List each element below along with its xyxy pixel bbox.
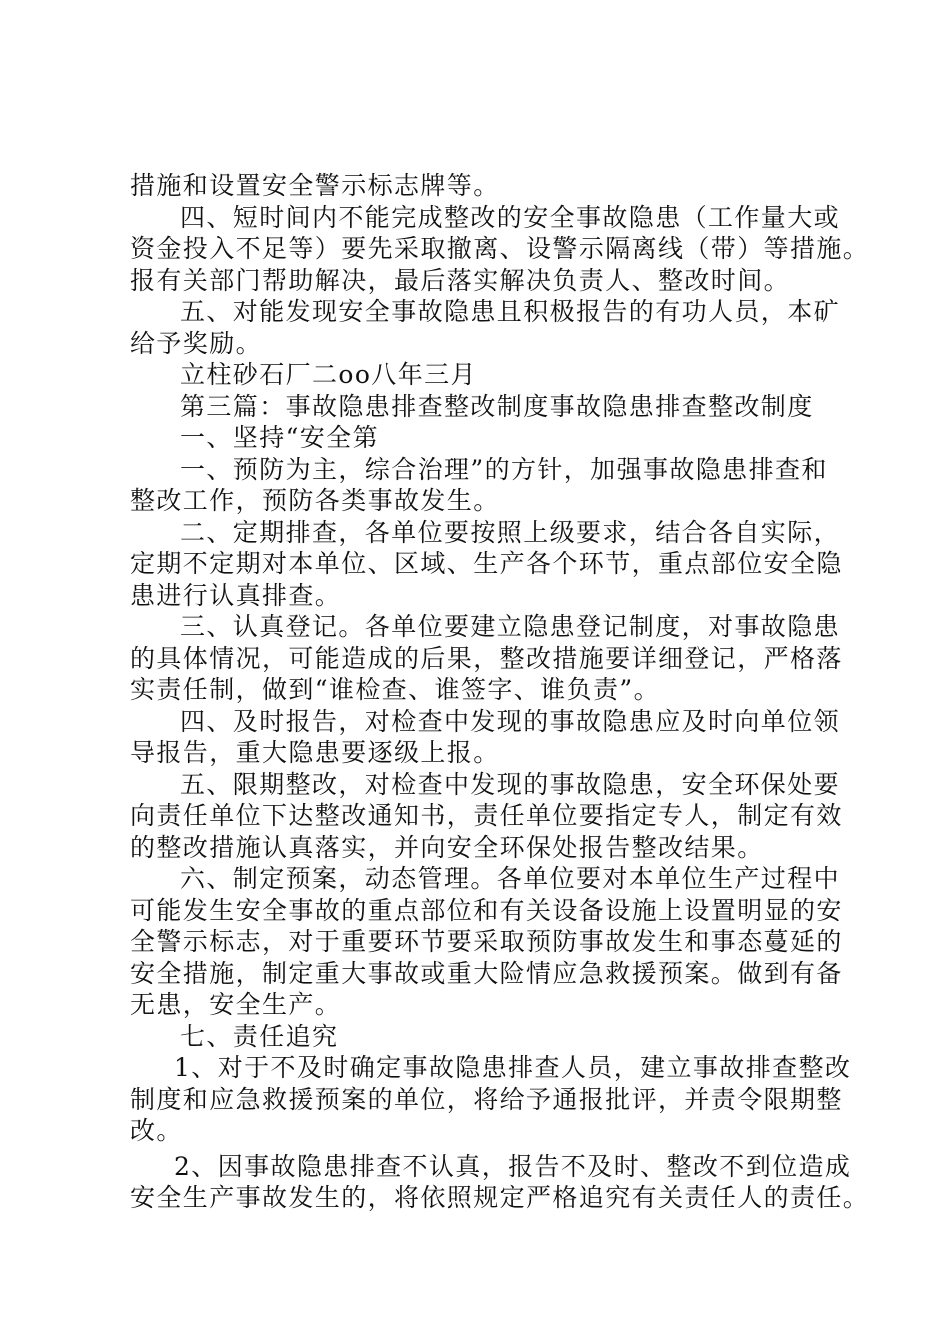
document-line: 定期不定期对本单位、区域、生产各个环节，重点部位安全隐 <box>130 549 843 578</box>
document-line: 立柱砂石厂二oo八年三月 <box>180 360 477 389</box>
document-line: 四、短时间内不能完成整改的安全事故隐患（工作量大或 <box>180 202 841 232</box>
document-line: 的整改措施认真落实，并向安全环保处报告整改结果。 <box>130 832 764 862</box>
document-line: 制度和应急救援预案的单位，将给予通报批评，并责令限期整 <box>130 1084 843 1114</box>
document-line: 六、制定预案，动态管理。各单位要对本单位生产过程中 <box>180 864 841 893</box>
document-line: 三、认真登记。各单位要建立隐患登记制度，对事故隐患 <box>180 612 841 641</box>
document-line: 实责任制，做到“谁检查、谁签字、谁负责”。 <box>130 675 660 704</box>
document-line: 2、因事故隐患排查不认真，报告不及时、整改不到位造成 <box>174 1151 852 1181</box>
document-body <box>130 170 870 1214</box>
document-line: 一、坚持“安全第 <box>180 423 379 452</box>
document-line: 二、定期排查，各单位要按照上级要求，结合各自实际， <box>180 517 841 547</box>
document-line: 无患，安全生产。 <box>130 990 342 1019</box>
document-line: 可能发生安全事故的重点部位和有关设备设施上设置明显的安 <box>130 895 843 925</box>
document-line: 全警示标志，对于重要环节要采取预防事故发生和事态蔓延的 <box>130 927 843 956</box>
document-line: 资金投入不足等）要先采取撤离、设警示隔离线（带）等措施。 <box>130 234 870 263</box>
document-line: 五、限期整改，对检查中发现的事故隐患，安全环保处要 <box>180 769 841 799</box>
document-line: 给予奖励。 <box>130 328 263 358</box>
document-line: 措施和设置安全警示标志牌等。 <box>130 171 500 200</box>
document-line: 的具体情况，可能造成的后果，整改措施要详细登记，严格落 <box>130 643 843 673</box>
document-line: 七、责任追究 <box>180 1021 339 1051</box>
document-line: 改。 <box>130 1116 183 1145</box>
document-line: 第三篇：事故隐患排查整改制度事故隐患排查整改制度 <box>180 391 814 421</box>
document-line: 安全措施，制定重大事故或重大险情应急救援预案。做到有备 <box>130 958 843 988</box>
document-line: 报有关部门帮助解决，最后落实解决负责人、整改时间。 <box>130 265 791 295</box>
document-line: 五、对能发现安全事故隐患且积极报告的有功人员，本矿 <box>180 297 841 326</box>
document-line: 一、预防为主，综合治理”的方针，加强事故隐患排查和 <box>180 454 828 484</box>
document-line: 四、及时报告，对检查中发现的事故隐患应及时向单位领 <box>180 706 841 736</box>
document-line: 整改工作，预防各类事故发生。 <box>130 486 500 515</box>
document-line: 1、对于不及时确定事故隐患排查人员，建立事故排查整改 <box>174 1053 852 1082</box>
document-line: 安全生产事故发生的，将依照规定严格追究有关责任人的责任。 <box>130 1183 870 1212</box>
document-line: 患进行认真排查。 <box>130 580 342 610</box>
document-line: 导报告，重大隐患要逐级上报。 <box>130 738 500 767</box>
document-line: 向责任单位下达整改通知书，责任单位要指定专人，制定有效 <box>130 801 843 830</box>
